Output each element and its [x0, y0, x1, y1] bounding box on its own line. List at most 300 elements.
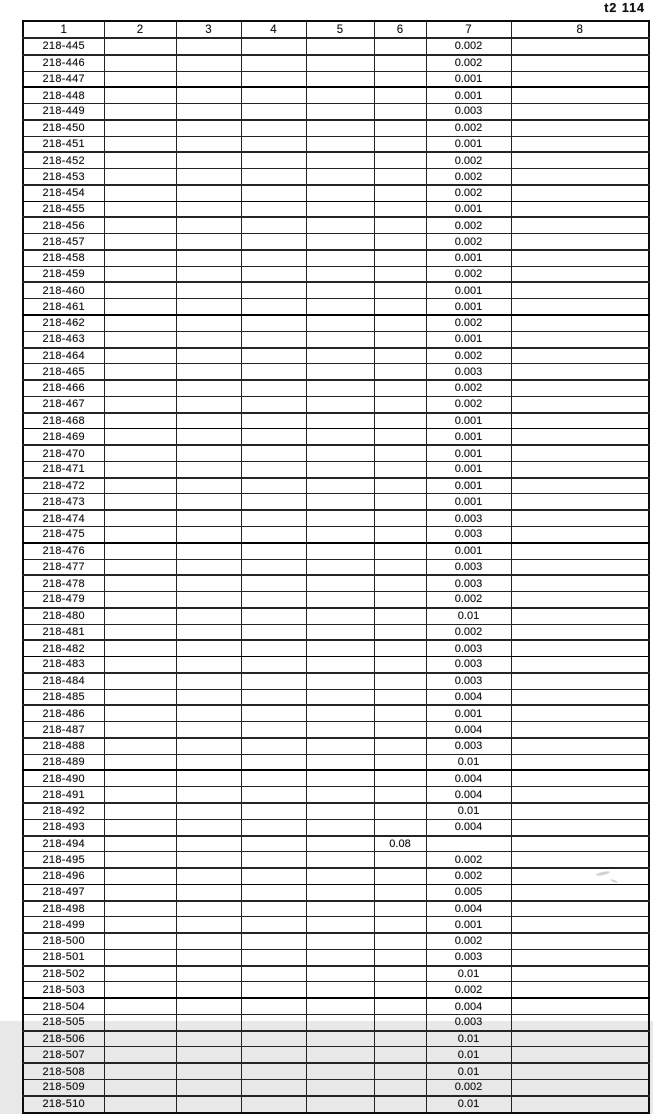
value-cell: 0.001 [426, 461, 511, 477]
value-cell [306, 917, 374, 933]
value-cell [241, 364, 306, 380]
value-cell [241, 754, 306, 770]
value-cell [306, 575, 374, 591]
value-cell [176, 38, 241, 55]
value-cell [374, 510, 426, 526]
row-id-cell: 218-485 [23, 689, 104, 705]
value-cell [104, 526, 176, 542]
value-cell: 0.001 [426, 299, 511, 315]
value-cell: 0.002 [426, 315, 511, 331]
row-id-cell: 218-484 [23, 673, 104, 689]
row-id-cell: 218-461 [23, 299, 104, 315]
value-cell [511, 478, 649, 494]
value-cell [176, 1063, 241, 1079]
value-cell [374, 315, 426, 331]
row-id-cell: 218-467 [23, 396, 104, 412]
value-cell [306, 478, 374, 494]
value-cell: 0.08 [374, 836, 426, 852]
row-id-cell: 218-501 [23, 949, 104, 965]
value-cell [241, 884, 306, 900]
value-cell [241, 201, 306, 217]
value-cell [306, 38, 374, 55]
table-row [23, 55, 649, 71]
table-row [23, 754, 649, 770]
value-cell [104, 266, 176, 282]
value-cell: 0.01 [426, 1047, 511, 1063]
value-cell [241, 998, 306, 1014]
value-cell [104, 592, 176, 608]
row-id-cell: 218-475 [23, 526, 104, 542]
row-id-cell: 218-472 [23, 478, 104, 494]
value-cell [104, 1031, 176, 1047]
value-cell [104, 689, 176, 705]
value-cell [306, 299, 374, 315]
value-cell [306, 722, 374, 738]
value-cell [511, 429, 649, 445]
value-cell [306, 201, 374, 217]
row-id-cell: 218-507 [23, 1047, 104, 1063]
value-cell [511, 657, 649, 673]
value-cell [306, 120, 374, 136]
value-cell [104, 1014, 176, 1030]
value-cell [511, 673, 649, 689]
table-row [23, 901, 649, 917]
value-cell [176, 982, 241, 998]
value-cell: 0.001 [426, 87, 511, 103]
value-cell [511, 803, 649, 819]
header-row [23, 21, 649, 38]
value-cell [374, 38, 426, 55]
table-row [23, 624, 649, 640]
table-row [23, 87, 649, 103]
value-cell [241, 836, 306, 852]
row-id-cell: 218-450 [23, 120, 104, 136]
value-cell: 0.003 [426, 575, 511, 591]
row-id-cell: 218-473 [23, 494, 104, 510]
value-cell [374, 136, 426, 152]
value-cell [306, 819, 374, 835]
value-cell [176, 608, 241, 624]
value-cell [176, 380, 241, 396]
row-id-cell: 218-493 [23, 819, 104, 835]
value-cell [511, 55, 649, 71]
value-cell [511, 787, 649, 803]
value-cell [176, 169, 241, 185]
value-cell: 0.003 [426, 738, 511, 754]
value-cell [306, 445, 374, 461]
value-cell [306, 315, 374, 331]
value-cell [306, 331, 374, 347]
row-id-cell: 218-488 [23, 738, 104, 754]
value-cell [241, 478, 306, 494]
value-cell: 0.001 [426, 136, 511, 152]
row-id-cell: 218-465 [23, 364, 104, 380]
row-id-cell: 218-477 [23, 559, 104, 575]
value-cell [241, 657, 306, 673]
value-cell [374, 787, 426, 803]
table-row [23, 331, 649, 347]
value-cell [511, 949, 649, 965]
value-cell [104, 705, 176, 721]
value-cell [104, 673, 176, 689]
value-cell [241, 396, 306, 412]
row-id-cell: 218-470 [23, 445, 104, 461]
value-cell [306, 71, 374, 87]
value-cell: 0.003 [426, 559, 511, 575]
value-cell [241, 982, 306, 998]
value-cell: 0.002 [426, 152, 511, 168]
value-cell [511, 770, 649, 786]
value-cell [104, 982, 176, 998]
value-cell [104, 315, 176, 331]
value-cell: 0.001 [426, 917, 511, 933]
value-cell: 0.002 [426, 852, 511, 868]
value-cell [176, 234, 241, 250]
value-cell [374, 348, 426, 364]
value-cell [306, 884, 374, 900]
value-cell [511, 299, 649, 315]
value-cell [374, 445, 426, 461]
row-id-cell: 218-460 [23, 282, 104, 298]
table-row [23, 608, 649, 624]
value-cell [511, 152, 649, 168]
value-cell [176, 657, 241, 673]
value-cell [374, 884, 426, 900]
table-row [23, 819, 649, 835]
value-cell [511, 1096, 649, 1113]
value-cell [176, 1014, 241, 1030]
value-cell [306, 413, 374, 429]
column-header: 6 [374, 21, 426, 38]
value-cell [176, 461, 241, 477]
value-cell [306, 494, 374, 510]
value-cell [306, 868, 374, 884]
value-cell [374, 266, 426, 282]
value-cell [241, 526, 306, 542]
value-cell [176, 445, 241, 461]
value-cell [374, 217, 426, 233]
value-cell [306, 152, 374, 168]
value-cell [104, 494, 176, 510]
value-cell [306, 624, 374, 640]
value-cell [306, 136, 374, 152]
value-cell [104, 1096, 176, 1113]
value-cell [241, 689, 306, 705]
value-cell [176, 396, 241, 412]
value-cell [511, 282, 649, 298]
value-cell [104, 933, 176, 949]
column-header: 8 [511, 21, 649, 38]
table-row [23, 201, 649, 217]
value-cell [511, 624, 649, 640]
value-cell: 0.002 [426, 396, 511, 412]
value-cell: 0.004 [426, 819, 511, 835]
value-cell [241, 315, 306, 331]
value-cell [511, 315, 649, 331]
value-cell [241, 55, 306, 71]
value-cell [241, 185, 306, 201]
row-id-cell: 218-489 [23, 754, 104, 770]
row-id-cell: 218-451 [23, 136, 104, 152]
value-cell [374, 608, 426, 624]
value-cell: 0.003 [426, 657, 511, 673]
table-row [23, 71, 649, 87]
value-cell: 0.003 [426, 364, 511, 380]
value-cell [306, 836, 374, 852]
value-cell [176, 510, 241, 526]
table-row [23, 949, 649, 965]
value-cell [241, 917, 306, 933]
value-cell [511, 852, 649, 868]
value-cell [104, 657, 176, 673]
value-cell [511, 234, 649, 250]
row-id-cell: 218-503 [23, 982, 104, 998]
value-cell [241, 559, 306, 575]
row-id-cell: 218-482 [23, 640, 104, 656]
value-cell [374, 185, 426, 201]
value-cell [176, 55, 241, 71]
value-cell [374, 234, 426, 250]
value-cell [306, 543, 374, 559]
value-cell [104, 217, 176, 233]
value-cell [104, 445, 176, 461]
value-cell [374, 120, 426, 136]
value-cell [104, 152, 176, 168]
value-cell [176, 413, 241, 429]
value-cell: 0.004 [426, 722, 511, 738]
value-cell [104, 852, 176, 868]
row-id-cell: 218-466 [23, 380, 104, 396]
value-cell [176, 201, 241, 217]
row-id-cell: 218-474 [23, 510, 104, 526]
value-cell [176, 364, 241, 380]
value-cell [374, 575, 426, 591]
value-cell: 0.002 [426, 592, 511, 608]
value-cell [241, 738, 306, 754]
value-cell [176, 71, 241, 87]
value-cell [511, 559, 649, 575]
value-cell [241, 510, 306, 526]
value-cell [241, 429, 306, 445]
row-id-cell: 218-497 [23, 884, 104, 900]
row-id-cell: 218-505 [23, 1014, 104, 1030]
value-cell [374, 201, 426, 217]
value-cell [511, 169, 649, 185]
value-cell [306, 364, 374, 380]
value-cell [511, 640, 649, 656]
value-cell [511, 1063, 649, 1079]
value-cell [176, 770, 241, 786]
value-cell [104, 413, 176, 429]
row-id-cell: 218-498 [23, 901, 104, 917]
value-cell [104, 917, 176, 933]
value-cell [176, 836, 241, 852]
table-row [23, 396, 649, 412]
value-cell [511, 396, 649, 412]
value-cell [374, 526, 426, 542]
value-cell [511, 87, 649, 103]
value-cell [176, 852, 241, 868]
table-row [23, 770, 649, 786]
value-cell: 0.004 [426, 998, 511, 1014]
value-cell [511, 526, 649, 542]
row-id-cell: 218-478 [23, 575, 104, 591]
value-cell [306, 803, 374, 819]
table-row [23, 868, 649, 884]
value-cell [511, 266, 649, 282]
value-cell [306, 87, 374, 103]
value-cell [104, 299, 176, 315]
value-cell [241, 348, 306, 364]
column-header: 1 [23, 21, 104, 38]
value-cell: 0.001 [426, 282, 511, 298]
value-cell [104, 836, 176, 852]
value-cell [306, 705, 374, 721]
value-cell [374, 559, 426, 575]
value-cell [374, 966, 426, 982]
table-row [23, 120, 649, 136]
table-row [23, 917, 649, 933]
value-cell [104, 348, 176, 364]
value-cell [104, 998, 176, 1014]
value-cell [306, 217, 374, 233]
value-cell [374, 1031, 426, 1047]
table-row [23, 510, 649, 526]
value-cell [176, 966, 241, 982]
value-cell [511, 754, 649, 770]
value-cell: 0.01 [426, 803, 511, 819]
value-cell [511, 1014, 649, 1030]
value-cell [511, 836, 649, 852]
value-cell [306, 461, 374, 477]
value-cell [104, 754, 176, 770]
value-cell [511, 445, 649, 461]
value-cell [374, 868, 426, 884]
value-cell [241, 266, 306, 282]
value-cell [306, 689, 374, 705]
value-cell: 0.004 [426, 770, 511, 786]
value-cell [306, 966, 374, 982]
value-cell [241, 868, 306, 884]
value-cell [241, 673, 306, 689]
value-cell: 0.002 [426, 380, 511, 396]
value-cell: 0.002 [426, 348, 511, 364]
table-row [23, 559, 649, 575]
value-cell [306, 348, 374, 364]
row-id-cell: 218-469 [23, 429, 104, 445]
value-cell [306, 640, 374, 656]
value-cell [306, 592, 374, 608]
value-cell [374, 770, 426, 786]
value-cell [306, 673, 374, 689]
value-cell [104, 787, 176, 803]
value-cell [306, 185, 374, 201]
value-cell [176, 315, 241, 331]
row-id-cell: 218-496 [23, 868, 104, 884]
value-cell [241, 1014, 306, 1030]
value-cell [176, 868, 241, 884]
table-row [23, 413, 649, 429]
row-id-cell: 218-480 [23, 608, 104, 624]
value-cell [241, 445, 306, 461]
value-cell [104, 71, 176, 87]
value-cell [511, 217, 649, 233]
value-cell [104, 819, 176, 835]
value-cell [374, 624, 426, 640]
value-cell [306, 738, 374, 754]
value-cell [104, 104, 176, 120]
value-cell [374, 364, 426, 380]
value-cell [176, 754, 241, 770]
value-cell [104, 624, 176, 640]
value-cell [104, 396, 176, 412]
value-cell [306, 1031, 374, 1047]
value-cell [104, 201, 176, 217]
table-row [23, 575, 649, 591]
row-id-cell: 218-506 [23, 1031, 104, 1047]
value-cell [104, 136, 176, 152]
value-cell [176, 282, 241, 298]
row-id-cell: 218-455 [23, 201, 104, 217]
value-cell [374, 803, 426, 819]
value-cell [241, 413, 306, 429]
value-cell [241, 104, 306, 120]
table-row [23, 152, 649, 168]
value-cell [374, 754, 426, 770]
value-cell [306, 1047, 374, 1063]
value-cell: 0.01 [426, 1063, 511, 1079]
row-id-cell: 218-454 [23, 185, 104, 201]
value-cell [176, 494, 241, 510]
value-cell [374, 543, 426, 559]
value-cell [511, 331, 649, 347]
value-cell: 0.002 [426, 169, 511, 185]
table-row [23, 722, 649, 738]
value-cell [511, 722, 649, 738]
value-cell [511, 1047, 649, 1063]
value-cell: 0.001 [426, 494, 511, 510]
table-body [23, 38, 649, 1113]
row-id-cell: 218-458 [23, 250, 104, 266]
value-cell [511, 933, 649, 949]
value-cell [374, 250, 426, 266]
value-cell [374, 1080, 426, 1096]
table-row [23, 657, 649, 673]
value-cell: 0.002 [426, 933, 511, 949]
value-cell [241, 819, 306, 835]
value-cell [306, 982, 374, 998]
table-row [23, 836, 649, 852]
value-cell [176, 722, 241, 738]
value-cell [374, 901, 426, 917]
value-cell [241, 624, 306, 640]
value-cell [176, 526, 241, 542]
value-cell: 0.002 [426, 1080, 511, 1096]
value-cell [104, 429, 176, 445]
table-row [23, 104, 649, 120]
value-cell [241, 494, 306, 510]
table-row [23, 884, 649, 900]
value-cell [176, 901, 241, 917]
table-row [23, 250, 649, 266]
table-row [23, 852, 649, 868]
value-cell: 0.002 [426, 55, 511, 71]
table-row [23, 738, 649, 754]
value-cell: 0.01 [426, 1031, 511, 1047]
table-row [23, 592, 649, 608]
value-cell [176, 1080, 241, 1096]
value-cell [241, 608, 306, 624]
